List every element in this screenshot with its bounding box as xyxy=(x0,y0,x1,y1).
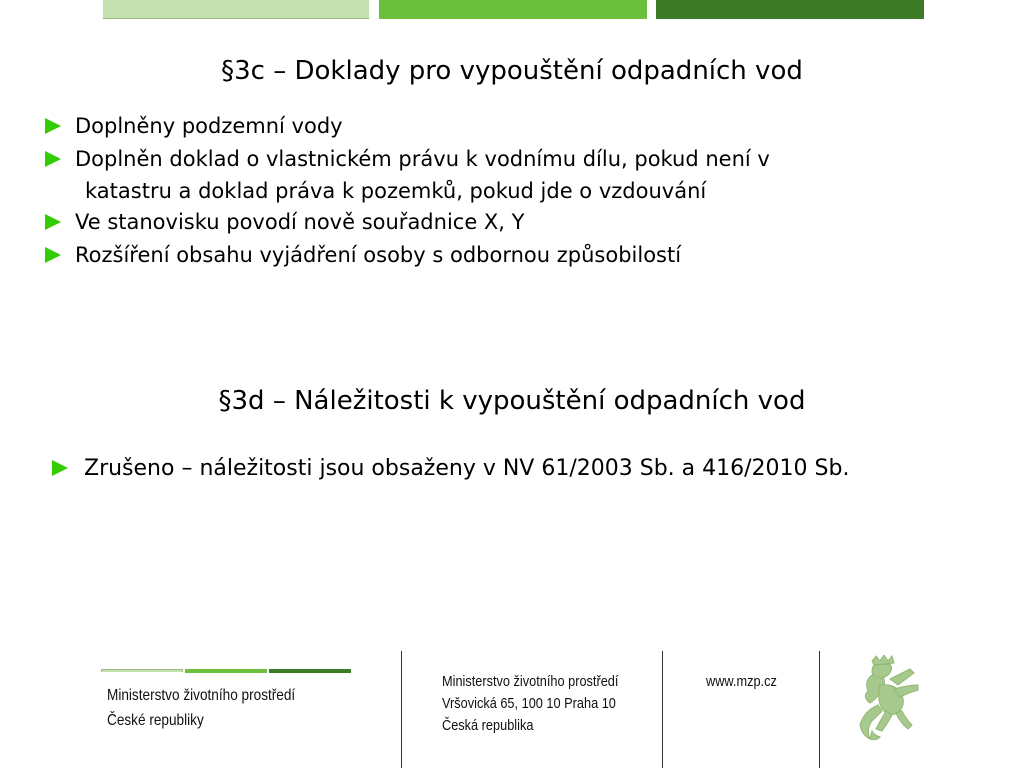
section-3c-bullet-list xyxy=(45,110,770,272)
bullet-text: Doplněny podzemní vody xyxy=(75,114,343,138)
arrow-bullet-icon xyxy=(52,460,68,476)
footer-org-line: České republiky xyxy=(107,712,204,729)
czech-lion-icon xyxy=(850,655,926,741)
section-3d-title: §3d – Náležitosti k vypouštění odpadních vod xyxy=(218,386,806,416)
arrow-bullet-icon xyxy=(45,214,61,230)
footer-address-line: Vršovická 65, 100 10 Praha 10 xyxy=(442,695,616,712)
footer-divider xyxy=(662,651,663,768)
section-3c-title: §3c – Doklady pro vypouštění odpadních vod xyxy=(221,56,803,86)
arrow-bullet-icon xyxy=(45,151,61,167)
bullet-text: Zrušeno – náležitosti jsou obsaženy v NV 61/2003 Sb. a 416/2010 Sb. xyxy=(84,456,850,481)
header-bar-light xyxy=(103,0,369,19)
footer-divider xyxy=(819,651,820,768)
footer-bar-dark xyxy=(269,669,351,673)
bullet-text: Doplněn doklad o vlastnickém právu k vodnímu dílu, pokud není v xyxy=(75,147,770,171)
section-3d-bullet xyxy=(52,452,849,486)
bullet-text: Ve stanovisku povodí nově souřadnice X, Y xyxy=(75,210,525,234)
footer-website-link[interactable]: www.mzp.cz xyxy=(706,673,777,690)
arrow-bullet-icon xyxy=(45,118,61,134)
footer-divider xyxy=(401,651,402,768)
arrow-bullet-icon xyxy=(45,247,61,263)
footer-bar-mid xyxy=(185,669,267,673)
bullet-item xyxy=(45,110,770,143)
footer-bar-light xyxy=(101,669,183,672)
footer-address-line: Ministerstvo životního prostředí xyxy=(442,673,619,690)
footer-organization xyxy=(107,683,295,733)
footer-address-line: Česká republika xyxy=(442,717,534,734)
bullet-item xyxy=(45,239,770,272)
bullet-text-continuation: katastru a doklad práva k pozemků, pokud jde o vzdouvání xyxy=(85,179,707,203)
header-bar-mid xyxy=(379,0,647,19)
header-bar-dark xyxy=(656,0,924,19)
footer-org-line: Ministerstvo životního prostředí xyxy=(107,687,296,704)
bullet-item xyxy=(45,143,770,206)
bullet-item xyxy=(45,206,770,239)
footer-address xyxy=(442,671,618,737)
bullet-text: Rozšíření obsahu vyjádření osoby s odbornou způsobilostí xyxy=(75,243,682,267)
